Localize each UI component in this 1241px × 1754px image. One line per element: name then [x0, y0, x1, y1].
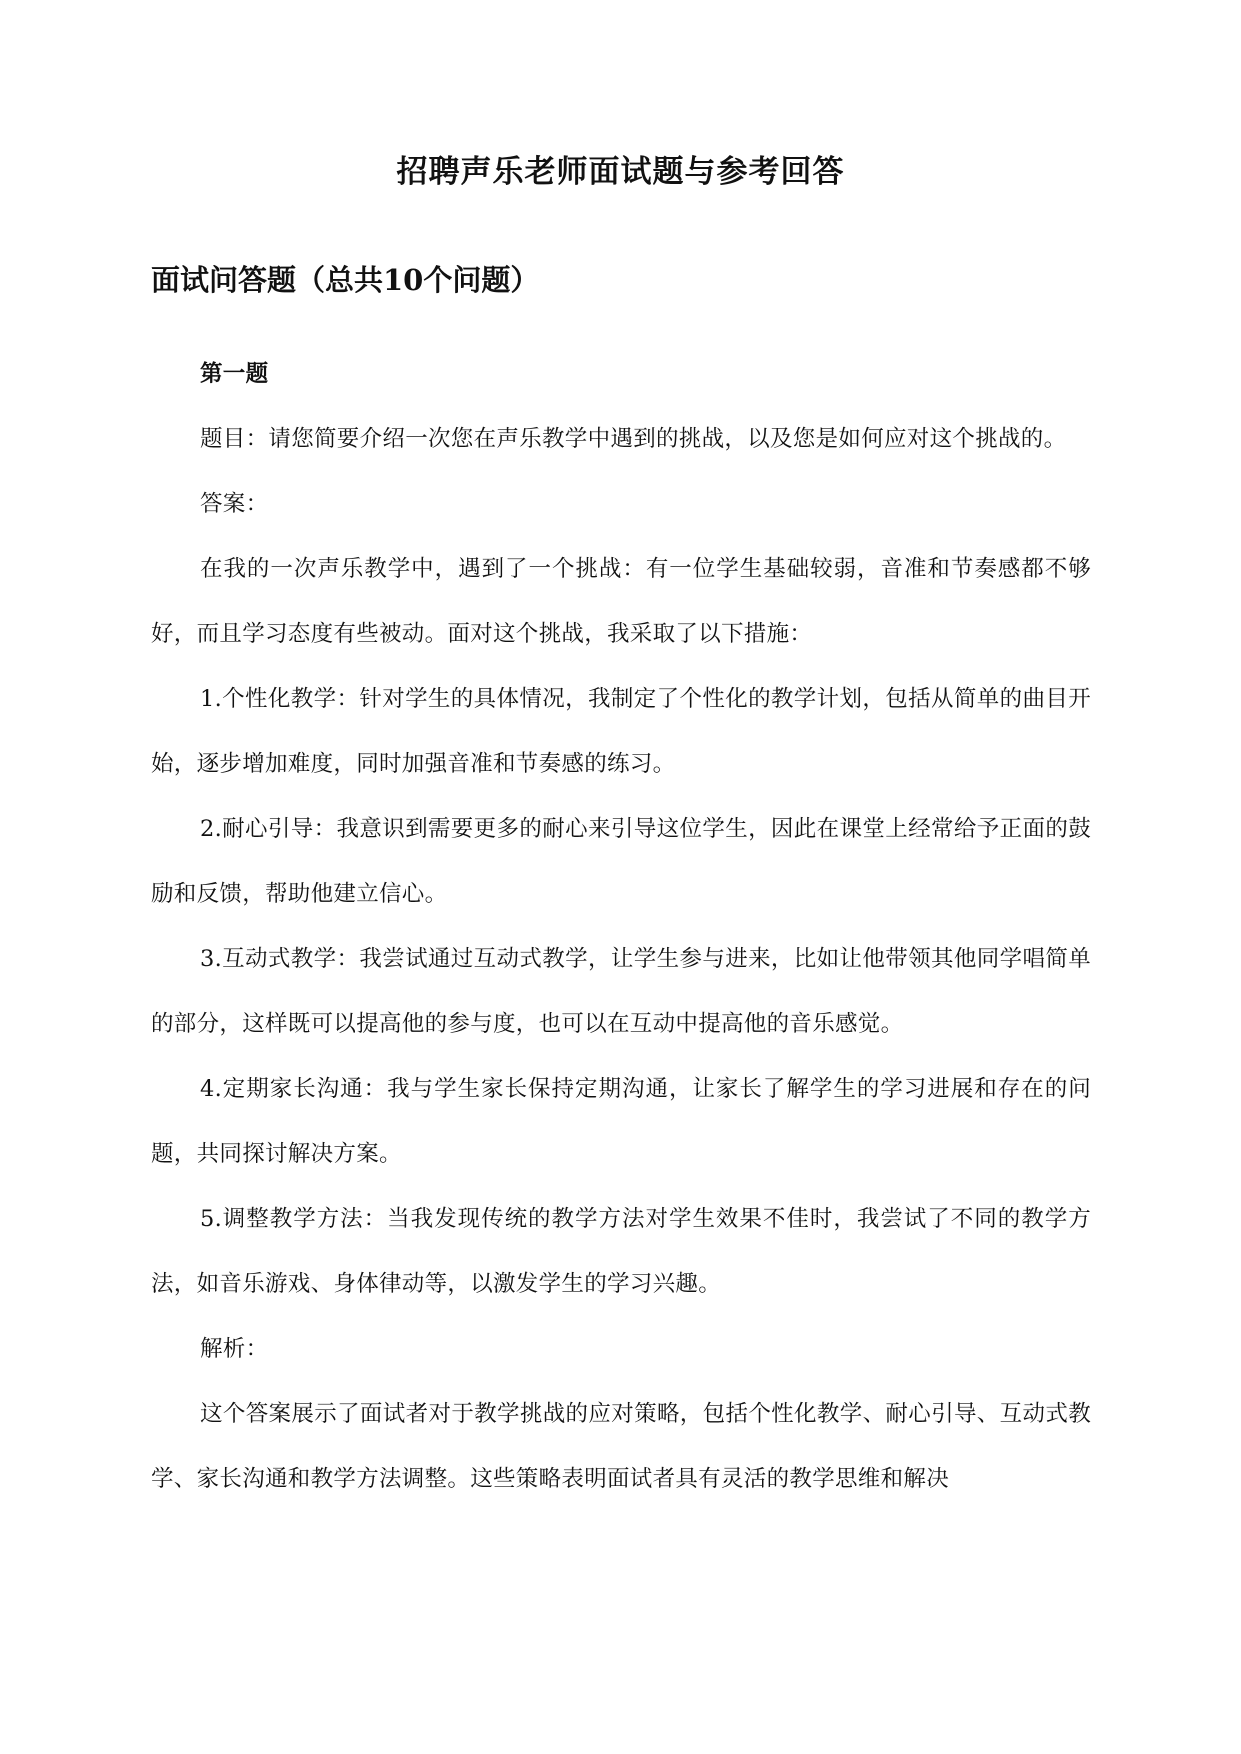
question-1-text: 题目：请您简要介绍一次您在声乐教学中遇到的挑战，以及您是如何应对这个挑战的。: [200, 426, 1067, 452]
measure-item-3: 3.互动式教学：我尝试通过互动式教学，让学生参与进来，比如让他带领其他同学唱简单的部分，这样既可以提高他的参与度，也可以在互动中提高他的音乐感觉。: [151, 946, 1091, 1037]
document-title: 招聘声乐老师面试题与参考回答: [396, 154, 845, 190]
answer-intro: 在我的一次声乐教学中，遇到了一个挑战：有一位学生基础较弱，音准和节奏感都不够好，而且学习态度有些被动。面对这个挑战，我采取了以下措施：: [151, 556, 1091, 647]
answer-label: 答案：: [200, 491, 269, 517]
measure-item-1: 1.个性化教学：针对学生的具体情况，我制定了个性化的教学计划，包括从简单的曲目开始，逐步增加难度，同时加强音准和节奏感的练习。: [151, 686, 1091, 777]
measure-item-4: 4.定期家长沟通：我与学生家长保持定期沟通，让家长了解学生的学习进展和存在的问题，共同探讨解决方案。: [151, 1076, 1091, 1167]
section-heading: 面试问答题（总共10个问题）: [151, 263, 540, 297]
measure-item-5: 5.调整教学方法：当我发现传统的教学方法对学生效果不佳时，我尝试了不同的教学方法，如音乐游戏、身体律动等，以激发学生的学习兴趣。: [151, 1206, 1091, 1297]
question-1-heading: 第一题: [200, 361, 269, 387]
analysis-label: 解析：: [200, 1336, 269, 1362]
analysis-text: 这个答案展示了面试者对于教学挑战的应对策略，包括个性化教学、耐心引导、互动式教学、家长沟通和教学方法调整。这些策略表明面试者具有灵活的教学思维和解决: [151, 1401, 1091, 1492]
document-body: [151, 342, 1091, 1512]
measure-item-2: 2.耐心引导：我意识到需要更多的耐心来引导这位学生，因此在课堂上经常给予正面的鼓励和反馈，帮助他建立信心。: [151, 816, 1091, 907]
